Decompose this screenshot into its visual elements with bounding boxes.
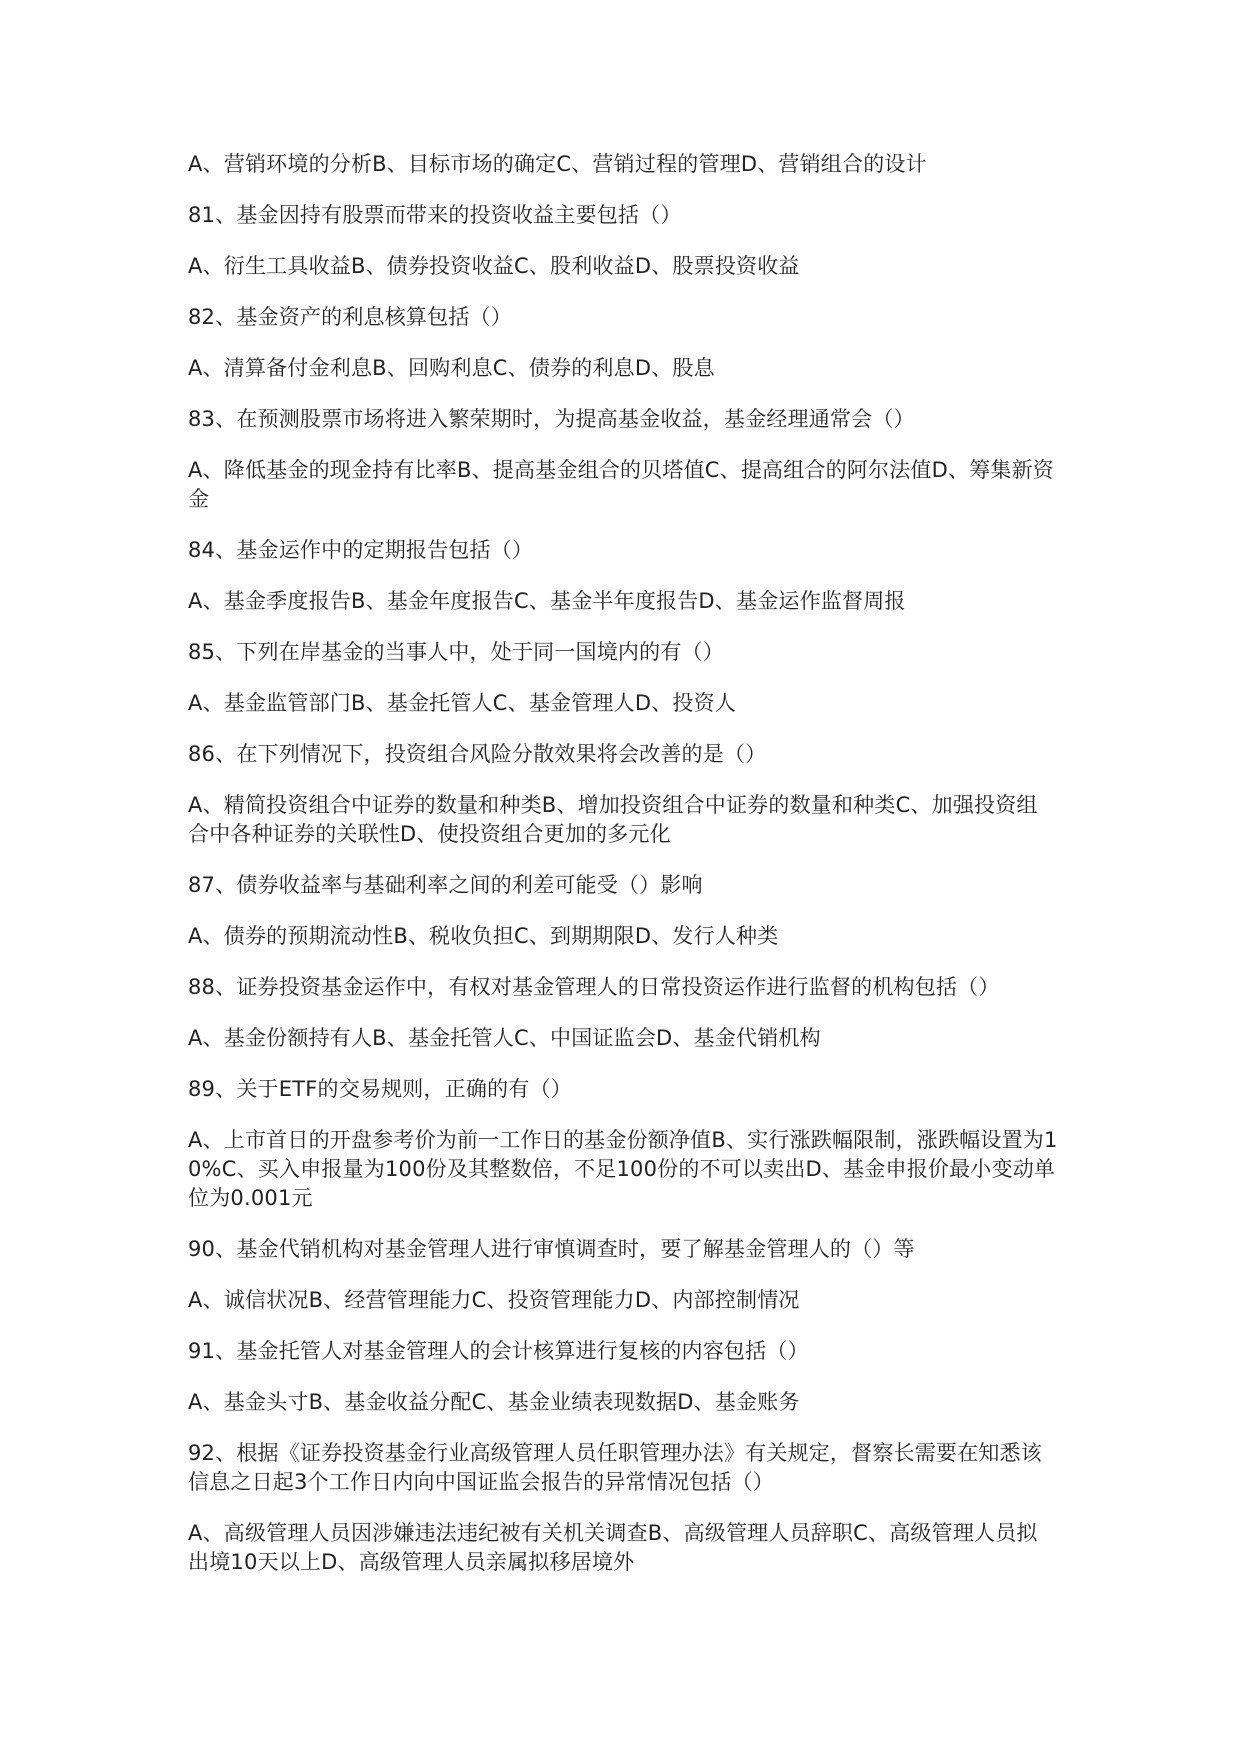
question-87: 87、债券收益率与基础利率之间的利差可能受（）影响	[188, 873, 703, 897]
answer-options-84: A、基金季度报告B、基金年度报告C、基金半年度报告D、基金运作监督周报	[188, 589, 906, 613]
answer-options-92: A、高级管理人员因涉嫌违法违纪被有关机关调查B、高级管理人员辞职C、高级管理人员拟出境10天以上D、高级管理人员亲属拟移居境外	[188, 1521, 1038, 1574]
question-88: 88、证券投资基金运作中，有权对基金管理人的日常投资运作进行监督的机构包括（）	[188, 975, 1000, 999]
question-83: 83、在预测股票市场将进入繁荣期时，为提高基金收益，基金经理通常会（）	[188, 407, 915, 431]
answer-options-83: A、降低基金的现金持有比率B、提高基金组合的贝塔值C、提高组合的阿尔法值D、筹集新资金	[188, 458, 1055, 511]
answer-options-90: A、诚信状况B、经营管理能力C、投资管理能力D、内部控制情况	[188, 1288, 800, 1312]
answer-options-87: A、债券的预期流动性B、税收负担C、到期期限D、发行人种类	[188, 924, 779, 948]
answer-options-81: A、衍生工具收益B、债券投资收益C、股利收益D、股票投资收益	[188, 254, 800, 278]
answer-options-88: A、基金份额持有人B、基金托管人C、中国证监会D、基金代销机构	[188, 1026, 821, 1050]
question-86: 86、在下列情况下，投资组合风险分散效果将会改善的是（）	[188, 742, 767, 766]
document-body	[188, 150, 1058, 1599]
answer-options-85: A、基金监管部门B、基金托管人C、基金管理人D、投资人	[188, 691, 737, 715]
answer-options-80: A、营销环境的分析B、目标市场的确定C、营销过程的管理D、营销组合的设计	[188, 152, 927, 176]
question-82: 82、基金资产的利息核算包括（）	[188, 305, 512, 329]
question-85: 85、下列在岸基金的当事人中，处于同一国境内的有（）	[188, 640, 724, 664]
question-91: 91、基金托管人对基金管理人的会计核算进行复核的内容包括（）	[188, 1339, 809, 1363]
answer-options-86: A、精简投资组合中证券的数量和种类B、增加投资组合中证券的数量和种类C、加强投资组合中各种证券的关联性D、使投资组合更加的多元化	[188, 793, 1038, 846]
question-90: 90、基金代销机构对基金管理人进行审慎调查时，要了解基金管理人的（）等	[188, 1237, 915, 1261]
question-89: 89、关于ETF的交易规则，正确的有（）	[188, 1077, 572, 1101]
answer-options-89: A、上市首日的开盘参考价为前一工作日的基金份额净值B、实行涨跌幅限制，涨跌幅设置为10%C、买入申报量为100份及其整数倍，不足100份的不可以卖出D、基金申报价最小变动单位为0.001元	[188, 1128, 1058, 1210]
answer-options-82: A、清算备付金利息B、回购利息C、债券的利息D、股息	[188, 356, 715, 380]
question-92: 92、根据《证券投资基金行业高级管理人员任职管理办法》有关规定，督察长需要在知悉该信息之日起3个工作日内向中国证监会报告的异常情况包括（）	[188, 1441, 1042, 1494]
question-84: 84、基金运作中的定期报告包括（）	[188, 538, 534, 562]
answer-options-91: A、基金头寸B、基金收益分配C、基金业绩表现数据D、基金账务	[188, 1390, 800, 1414]
question-81: 81、基金因持有股票而带来的投资收益主要包括（）	[188, 203, 682, 227]
